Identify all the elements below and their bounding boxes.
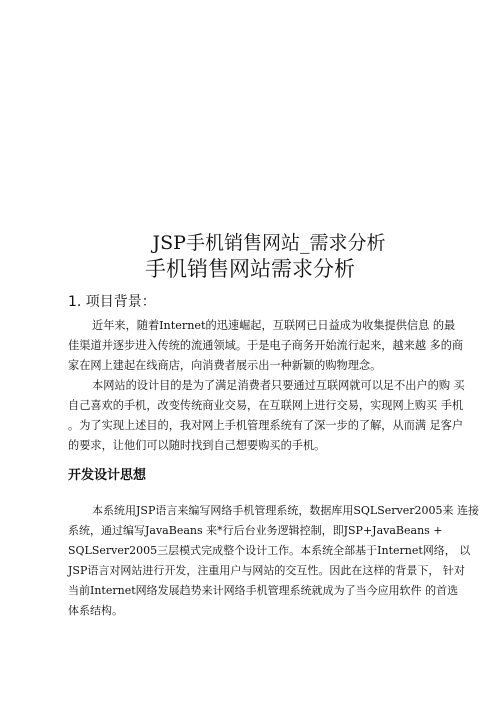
paragraph-line: JSP语言对网站进行开发，注重用户与网站的交互性。因此在这样的背景下， 针对 [68,564,465,577]
paragraph-line: 。为了实现上述目的，我对网上手机管理系统有了深一步的了解，从而满 足客户 [68,419,464,432]
page-title: JSP手机销售网站_需求分析 [152,232,386,254]
section-heading-background: 1. 项目背景： [68,294,156,310]
paragraph-line: SQLServer2005三层模式完成整个设计工作。本系统全部基于Internet网络， 以 [68,544,471,557]
paragraph-line: 当前Internet网络发展趋势来计网络手机管理系统就成为了当今应用软件 的首选 [68,584,459,597]
paragraph-line: 自己喜欢的手机，改变传统商业交易，在互联网上进行交易，实现网上购买 手机 [68,399,464,412]
paragraph-line: 本系统用JSP语言来编写网络手机管理系统，数据库用SQLServer2005来 连接 [92,504,479,517]
paragraph-line: 本网站的设计目的是为了满足消费者只要通过互联网就可以足不出户的购 买 [92,379,465,392]
paragraph-line: 系统，通过编写JavaBeans 来*行后台业务逻辑控制，即JSP+JavaBeans + [68,524,443,537]
paragraph-line: 佳渠道并逐步进入传统的流通领域。于是电子商务开始流行起来，越来越 多的商 [68,339,464,352]
paragraph-line: 的要求，让他们可以随时找到自己想要购买的手机。 [68,439,326,452]
paragraph-line: 体系结构。 [68,604,123,617]
section-heading-design: 开发设计思想 [68,468,147,483]
paragraph-line: 近年来，随着Internet的迅速崛起，互联网已日益成为收集提供信息 的最 [92,319,456,332]
page-subtitle: 手机销售网站需求分析 [145,257,355,281]
paragraph-line: 家在网上建起在线商店，向消费者展示出一种新颖的购物理念。 [68,359,382,372]
